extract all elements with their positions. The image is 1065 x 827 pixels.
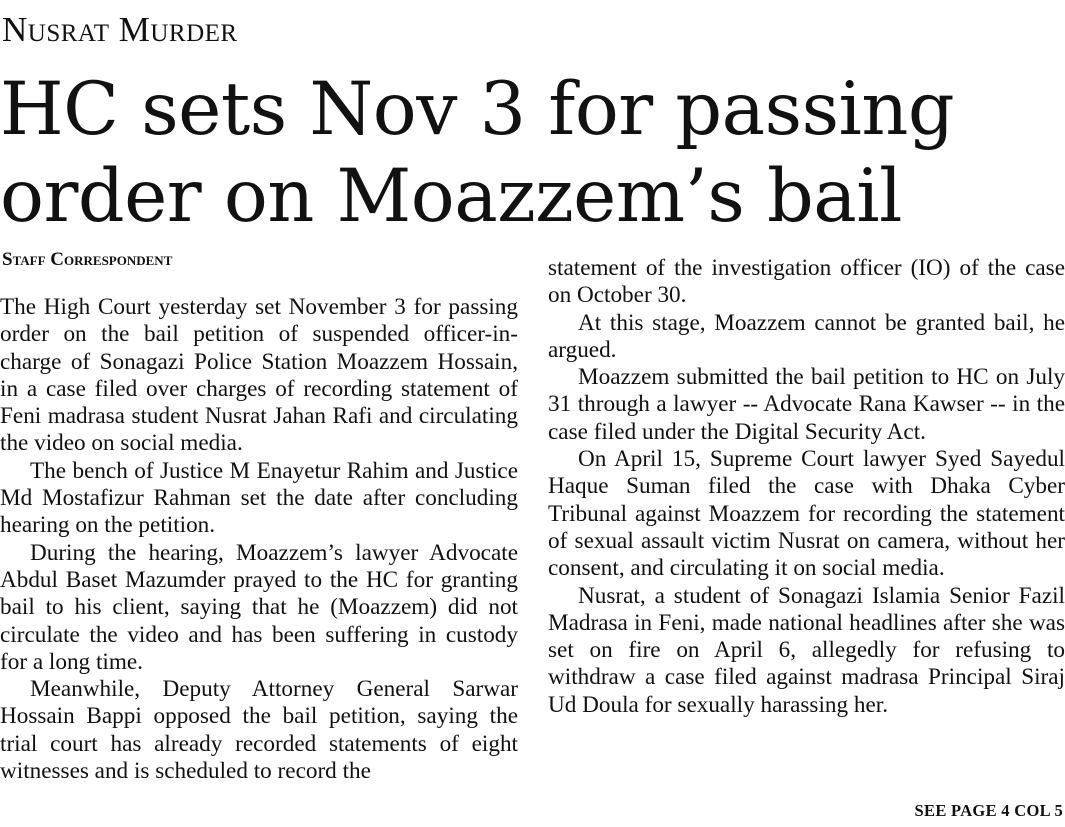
paragraph: The bench of Justice M Enayetur Rahim and Justice Md Mostafizur Rahman set the date after concluding hearing on the petition. <box>0 457 518 539</box>
headline-line-1: HC sets Nov 3 for passing <box>0 67 955 152</box>
paragraph: The High Court yesterday set November 3 for passing order on the bail petition of suspended officer-in-charge of Sonagazi Police Station Moazzem Hossain, in a case filed over charges of recording statement of Feni madrasa student Nusrat Jahan Rafi and circulating the video on social media. <box>0 294 518 457</box>
article-column-left <box>0 294 518 785</box>
continuation-jump-line: SEE PAGE 4 COL 5 <box>914 801 1063 820</box>
paragraph: Meanwhile, Deputy Attorney General Sarwar Hossain Bappi opposed the bail petition, saying the trial court has already recorded statements of eight witnesses and is scheduled to record the <box>0 676 518 785</box>
article-column-right <box>548 255 1065 719</box>
paragraph: During the hearing, Moazzem’s lawyer Advocate Abdul Baset Mazumder prayed to the HC for granting bail to his client, saying that he (Moazzem) did not circulate the video and has been suffering in custody for a long time. <box>0 539 518 675</box>
paragraph: On April 15, Supreme Court lawyer Syed Sayedul Haque Suman filed the case with Dhaka Cyber Tribunal against Moazzem for recording the statement of sexual assault victim Nusrat on camera, without her consent, and circulating it on social media. <box>548 446 1065 582</box>
byline: Staff Correspondent <box>2 249 173 270</box>
headline <box>0 66 1065 240</box>
paragraph: statement of the investigation officer (IO) of the case on October 30. <box>548 255 1065 309</box>
headline-line-2: order on Moazzem’s bail <box>0 154 902 239</box>
section-kicker: Nusrat Murder <box>2 10 238 49</box>
paragraph: Moazzem submitted the bail petition to HC on July 31 through a lawyer -- Advocate Rana Kawser -- in the case filed under the Digital Security Act. <box>548 364 1065 445</box>
paragraph: Nusrat, a student of Sonagazi Islamia Senior Fazil Madrasa in Feni, made national headlines after she was set on fire on April 6, allegedly for refusing to withdraw a case filed against madrasa Principal Siraj Ud Doula for sexually harassing her. <box>548 582 1065 718</box>
paragraph: At this stage, Moazzem cannot be granted bail, he argued. <box>548 309 1065 363</box>
